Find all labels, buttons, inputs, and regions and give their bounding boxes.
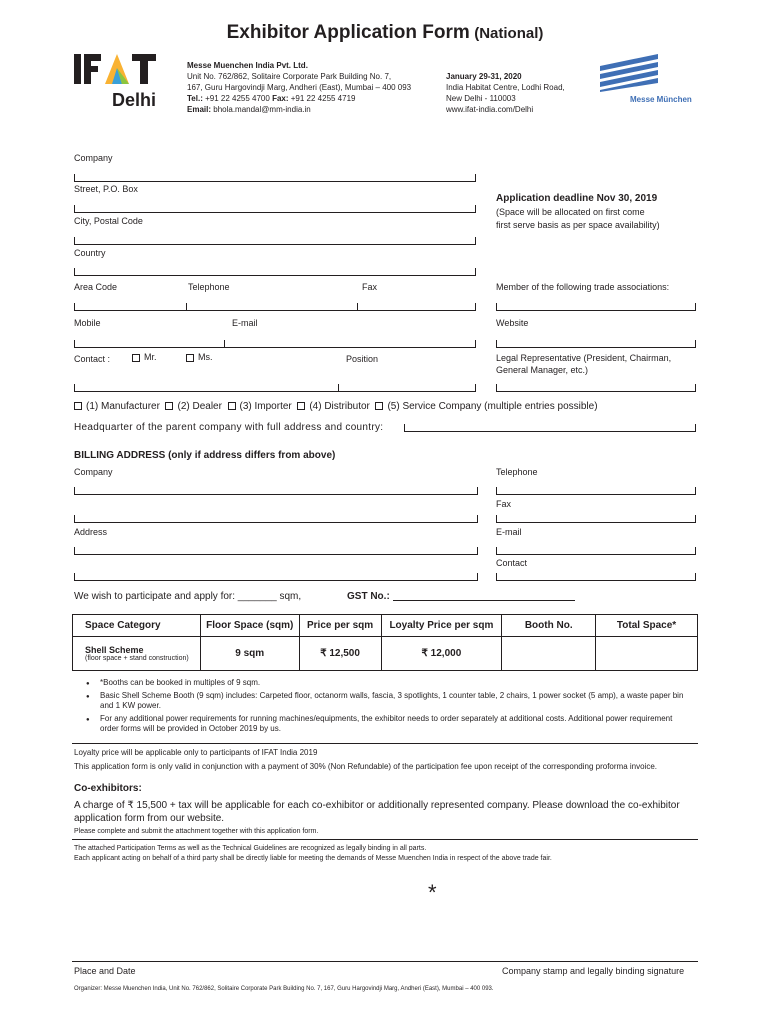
service-checkbox[interactable] xyxy=(375,402,383,410)
footer-organizer: Organizer: Messe Muenchen India, Unit No. 762/862, Solitaire Corporate Park Building No. 7, 167, Guru Hargovindji Marg, Andheri (East), Mumbai – 400 093. xyxy=(74,986,494,992)
website-input[interactable] xyxy=(496,340,696,348)
billing-label-contact: Contact xyxy=(496,558,528,568)
billing-telephone-input[interactable] xyxy=(496,487,696,495)
divider-1 xyxy=(72,743,698,744)
label-contact: Contact : xyxy=(74,354,111,364)
label-mr: Mr. xyxy=(144,352,157,362)
asterisk-mark: * xyxy=(428,880,437,905)
fax-input[interactable] xyxy=(358,303,476,311)
event-dates: January 29-31, 2020 xyxy=(446,72,522,81)
billing-label-address: Address xyxy=(74,527,108,537)
coex-line1: A charge of ₹ 15,500 + tax will be applicable for each co-exhibitor or additionally represented company. Please download the co-exhibitor xyxy=(74,800,680,811)
billing-label-company: Company xyxy=(74,467,113,477)
manufacturer-checkbox[interactable] xyxy=(74,402,82,410)
messe-logo-icon xyxy=(598,52,660,92)
organizer-tel: +91 22 4255 4700 xyxy=(205,94,270,103)
cat-manufacturer[interactable] xyxy=(74,401,160,412)
billing-label-fax: Fax xyxy=(496,499,512,509)
cat-importer[interactable] xyxy=(228,401,292,412)
cat-manufacturer-label: (1) Manufacturer xyxy=(86,401,160,412)
billing-label-telephone: Telephone xyxy=(496,467,538,477)
billing-company-input-2[interactable] xyxy=(74,515,478,523)
email-input[interactable] xyxy=(225,340,476,348)
ms-option[interactable] xyxy=(186,352,213,362)
terms-block xyxy=(74,844,552,864)
contact-row xyxy=(74,354,110,364)
organizer-email[interactable]: bhola.mandal@mm-india.in xyxy=(213,105,311,114)
messe-logo-text: Messe München xyxy=(630,95,692,104)
event-block xyxy=(446,71,565,115)
td-total-space[interactable] xyxy=(596,637,698,671)
cat-service-label: (5) Service Company (multiple entries possible) xyxy=(387,401,598,412)
valid-note: This application form is only valid in conjunction with a payment of 30% (Non Refundable) of the participation fee upon receipt of the corresponding proforma invoice. xyxy=(74,762,657,771)
tel-label: Tel.: xyxy=(187,94,203,103)
space-table xyxy=(72,614,698,671)
billing-title: BILLING ADDRESS (only if address differs from above) xyxy=(74,450,336,461)
street-input[interactable] xyxy=(74,205,476,213)
th-space-category: Space Category xyxy=(73,615,201,637)
label-telephone: Telephone xyxy=(188,282,230,292)
cat-distributor[interactable] xyxy=(297,401,370,412)
organizer-fax: +91 22 4255 4719 xyxy=(290,94,356,103)
billing-contact-input[interactable] xyxy=(496,573,696,581)
label-mobile: Mobile xyxy=(74,318,101,328)
organizer-addr1: Unit No. 762/862, Solitaire Corporate Park Building No. 7, xyxy=(187,72,392,81)
area-code-input[interactable] xyxy=(74,303,187,311)
note-2: ● Basic Shell Scheme Booth (9 sqm) includes: Carpeted floor, octanorm walls, fascia, 3 spotlights, 1 counter table, 2 chairs, 1 power socket (5 amp), a waste paper bin and 1 KW power. xyxy=(100,691,690,711)
deadline-title: Application deadline Nov 30, 2019 xyxy=(496,193,658,204)
note-1: ● *Booths can be booked in multiples of 9 sqm. xyxy=(100,678,690,688)
label-area-code: Area Code xyxy=(74,282,118,292)
label-company: Company xyxy=(74,153,113,163)
table-row xyxy=(73,637,698,671)
coex-text xyxy=(74,799,694,825)
label-legal2: General Manager, etc.) xyxy=(496,365,589,375)
deadline-box xyxy=(496,192,696,232)
gst-input[interactable] xyxy=(393,600,575,601)
event-venue2: New Delhi - 110003 xyxy=(446,94,516,103)
th-total-space: Total Space* xyxy=(596,615,698,637)
divider-2 xyxy=(72,839,698,840)
th-loyalty: Loyalty Price per sqm xyxy=(381,615,502,637)
messe-logo xyxy=(598,52,698,107)
terms-line1: The attached Participation Terms as well as the Technical Guidelines are recognized as legally binding in all parts. xyxy=(74,845,427,852)
billing-email-input[interactable] xyxy=(496,547,696,555)
stamp-signature-label: Company stamp and legally binding signature xyxy=(502,966,685,976)
billing-address-input-2[interactable] xyxy=(74,573,478,581)
country-input[interactable] xyxy=(74,268,476,276)
billing-fax-input[interactable] xyxy=(496,515,696,523)
th-booth-no: Booth No. xyxy=(502,615,596,637)
billing-label-email: E-mail xyxy=(496,527,522,537)
participate-text: We wish to participate and apply for: _______ sqm, xyxy=(74,591,302,602)
coex-line2: application form from our website. xyxy=(74,813,225,824)
signature-line[interactable] xyxy=(72,961,698,962)
label-ms: Ms. xyxy=(198,352,213,362)
event-venue1: India Habitat Centre, Lodhi Road, xyxy=(446,83,565,92)
td-price: ₹ 12,500 xyxy=(299,637,381,671)
gst-label: GST No.: xyxy=(347,591,390,602)
td-loyalty: ₹ 12,000 xyxy=(381,637,502,671)
mr-checkbox[interactable] xyxy=(132,354,140,362)
coex-line3: Please complete and submit the attachment together with this application form. xyxy=(74,828,319,835)
th-floor-space: Floor Space (sqm) xyxy=(200,615,299,637)
fax-label: Fax: xyxy=(272,94,289,103)
place-date-label: Place and Date xyxy=(74,966,136,976)
note-3: ● For any additional power requirements for running machines/equipments, the exhibitor needs to order separately at additional costs. Additional power requirement order forms will be provided in October 2019 by us. xyxy=(100,714,690,734)
table-header-row xyxy=(73,615,698,637)
label-website: Website xyxy=(496,318,529,328)
terms-line2: Each applicant acting on behalf of a third party shall be directly liable for meeting the demands of Messe Muenchen India in respect of the above trade fair. xyxy=(74,855,552,862)
distributor-checkbox[interactable] xyxy=(297,402,305,410)
contact-input[interactable] xyxy=(74,384,339,392)
label-fax: Fax xyxy=(362,282,378,292)
cat-dealer-label: (2) Dealer xyxy=(177,401,222,412)
label-city: City, Postal Code xyxy=(74,216,143,226)
email-label: Email: xyxy=(187,105,212,114)
td-category-name: Shell Scheme xyxy=(85,645,144,655)
organizer-addr2: 167, Guru Hargovindji Marg, Andheri (East), Mumbai – 400 093 xyxy=(187,83,412,92)
dealer-checkbox[interactable] xyxy=(165,402,173,410)
label-country: Country xyxy=(74,248,106,258)
billing-address-input[interactable] xyxy=(74,547,478,555)
title-sub: (National) xyxy=(474,25,544,42)
th-price: Price per sqm xyxy=(299,615,381,637)
td-floor-space: 9 sqm xyxy=(200,637,299,671)
legal-rep-input[interactable] xyxy=(496,384,696,392)
mobile-input[interactable] xyxy=(74,340,225,348)
ifat-logo xyxy=(72,52,162,114)
td-category-desc: (floor space + stand construction) xyxy=(85,655,189,662)
td-booth-no[interactable] xyxy=(502,637,596,671)
headquarter-input[interactable] xyxy=(404,424,696,432)
organizer-block xyxy=(187,60,411,115)
legal-rep-label xyxy=(496,352,671,376)
ms-checkbox[interactable] xyxy=(186,354,194,362)
label-member: Member of the following trade associations: xyxy=(496,282,670,292)
cat-service[interactable] xyxy=(375,401,597,412)
loyalty-note: Loyalty price will be applicable only to participants of IFAT India 2019 xyxy=(74,748,318,757)
logo-city: Delhi xyxy=(112,90,157,110)
label-street: Street, P.O. Box xyxy=(74,184,138,194)
label-legal1: Legal Representative (President, Chairman, xyxy=(496,353,672,363)
event-web[interactable]: www.ifat-india.com/Delhi xyxy=(446,105,534,114)
cat-distributor-label: (4) Distributor xyxy=(309,401,370,412)
label-email: E-mail xyxy=(232,318,258,328)
deadline-line1: (Space will be allocated on first come xyxy=(496,207,645,217)
importer-checkbox[interactable] xyxy=(228,402,236,410)
organizer-name: Messe Muenchen India Pvt. Ltd. xyxy=(187,61,308,70)
company-input[interactable] xyxy=(74,174,476,182)
deadline-line2: first serve basis as per space availability) xyxy=(496,220,660,230)
telephone-input[interactable] xyxy=(187,303,358,311)
label-headquarter: Headquarter of the parent company with full address and country: xyxy=(74,422,384,433)
billing-company-input[interactable] xyxy=(74,487,478,495)
label-position: Position xyxy=(346,354,379,364)
mr-option[interactable] xyxy=(132,352,157,362)
coex-title: Co-exhibitors: xyxy=(74,783,142,794)
position-input[interactable] xyxy=(339,384,476,392)
page-title xyxy=(0,22,770,44)
member-input[interactable] xyxy=(496,303,696,311)
title-main: Exhibitor Application Form xyxy=(226,22,470,43)
cat-dealer[interactable] xyxy=(165,401,221,412)
td-category xyxy=(73,637,201,671)
category-row xyxy=(74,401,598,412)
city-input[interactable] xyxy=(74,237,476,245)
cat-importer-label: (3) Importer xyxy=(239,401,292,412)
